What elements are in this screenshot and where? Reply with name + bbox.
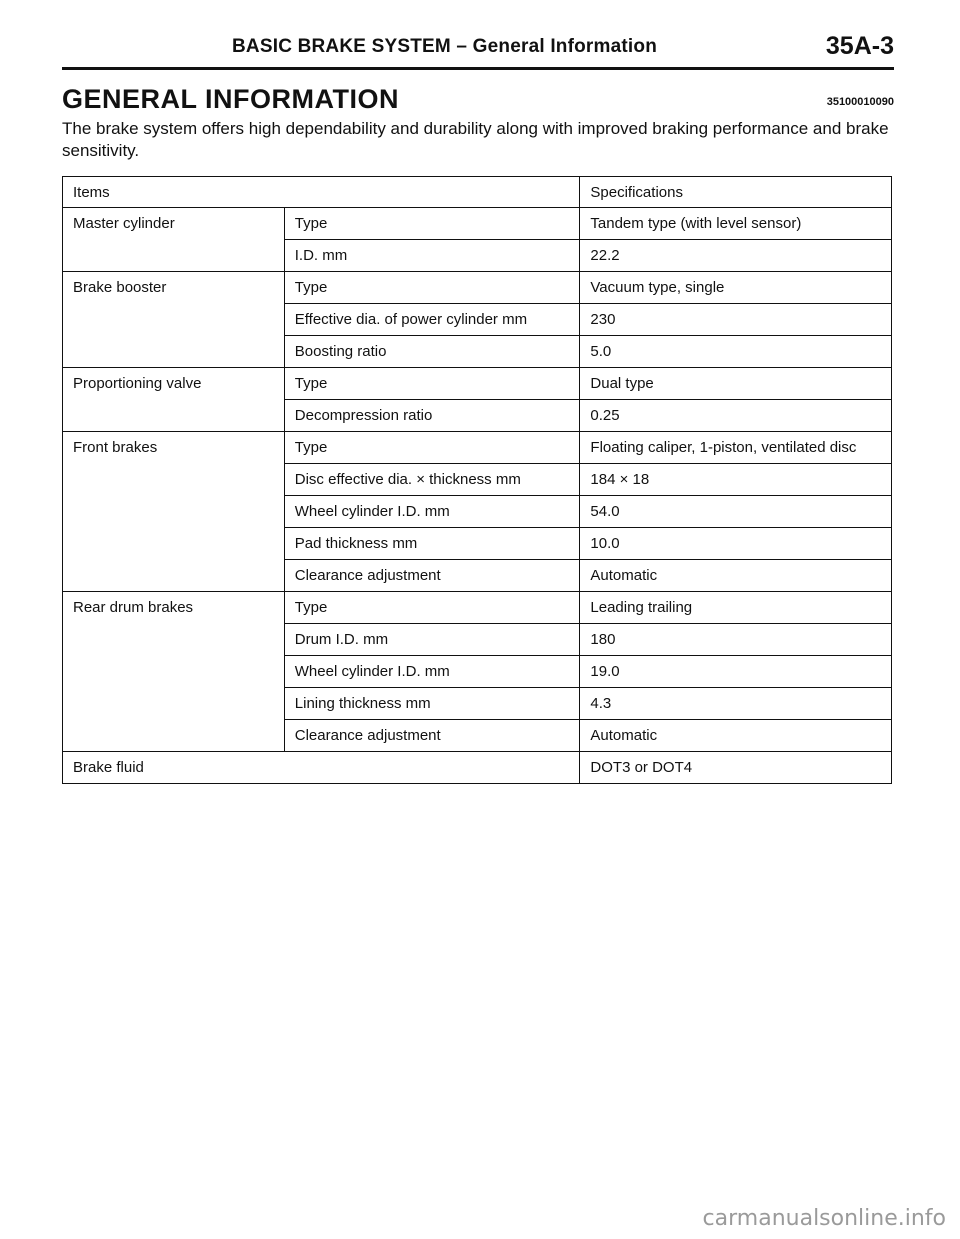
spec-value: Automatic [580,560,892,592]
item-name: Brake booster [63,272,285,368]
spec-value: DOT3 or DOT4 [580,752,892,784]
spec-value: Floating caliper, 1-piston, ventilated disc [580,432,892,464]
spec-label: Wheel cylinder I.D. mm [284,656,580,688]
item-name: Rear drum brakes [63,592,285,752]
watermark: carmanualsonline.info [702,1206,946,1231]
header-title: BASIC BRAKE SYSTEM – General Information [232,36,658,57]
table-row [63,752,892,784]
spec-value: 5.0 [580,336,892,368]
spec-label: Type [284,432,580,464]
table-header-row [63,177,892,208]
spec-value: 22.2 [580,240,892,272]
spec-value: Tandem type (with level sensor) [580,208,892,240]
header-rule [62,67,894,70]
intro-paragraph: The brake system offers high dependability and durability along with improved braking performance and brake sensitivity. [62,119,889,160]
spec-label: Clearance adjustment [284,720,580,752]
table-row [63,592,892,624]
spec-value: 230 [580,304,892,336]
spec-label: Disc effective dia. × thickness mm [284,464,580,496]
table-row [63,208,892,240]
page-number: 35A-3 [825,32,894,60]
spec-value: 54.0 [580,496,892,528]
header-specifications: Specifications [580,177,892,208]
spec-label: Pad thickness mm [284,528,580,560]
spec-label: Lining thickness mm [284,688,580,720]
table-row [63,432,892,464]
spec-value: 184 × 18 [580,464,892,496]
header-items: Items [63,177,580,208]
spec-label: Decompression ratio [284,400,580,432]
spec-table [62,176,892,784]
spec-label: Type [284,592,580,624]
spec-label: Type [284,368,580,400]
table-row [63,272,892,304]
spec-value: 180 [580,624,892,656]
item-name: Master cylinder [63,208,285,272]
spec-label: I.D. mm [284,240,580,272]
spec-value: 4.3 [580,688,892,720]
spec-label: Boosting ratio [284,336,580,368]
spec-value: Leading trailing [580,592,892,624]
table-row [63,368,892,400]
spec-label: Type [284,208,580,240]
spec-label: Clearance adjustment [284,560,580,592]
spec-value: Automatic [580,720,892,752]
spec-label: Wheel cylinder I.D. mm [284,496,580,528]
spec-value: 0.25 [580,400,892,432]
spec-value: 10.0 [580,528,892,560]
section-code: 35100010090 [826,96,894,108]
spec-label: Drum I.D. mm [284,624,580,656]
item-name: Proportioning valve [63,368,285,432]
item-name: Brake fluid [63,752,580,784]
spec-label: Type [284,272,580,304]
spec-value: Vacuum type, single [580,272,892,304]
spec-label: Effective dia. of power cylinder mm [284,304,580,336]
page-header [62,30,894,66]
item-name: Front brakes [63,432,285,592]
section-title: GENERAL INFORMATION [62,84,399,114]
spec-value: 19.0 [580,656,892,688]
spec-value: Dual type [580,368,892,400]
